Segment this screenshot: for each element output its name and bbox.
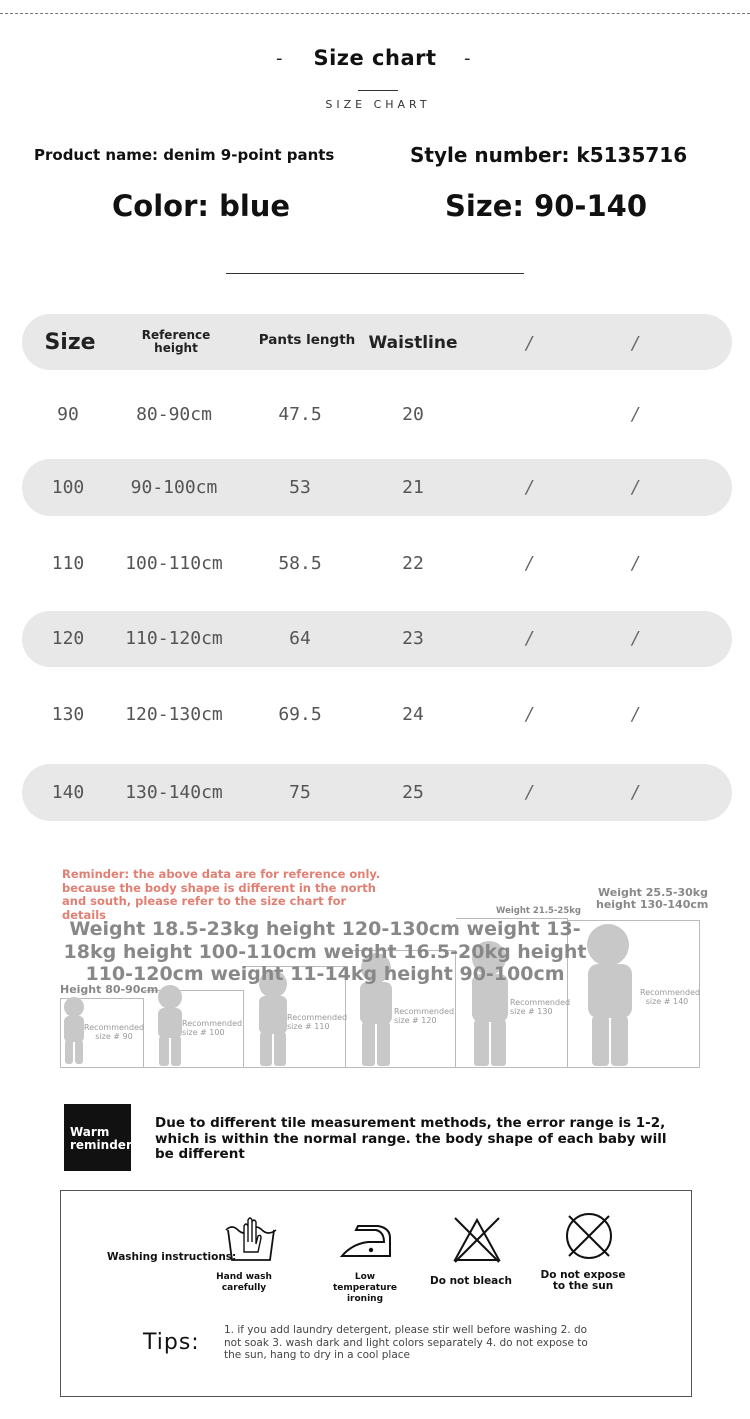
label-weight-21-25: Weight 21.5-25kg	[496, 906, 581, 916]
cell-height: 130-140cm	[125, 782, 223, 803]
cell-slash-1: /	[526, 477, 533, 498]
no-bleach-icon	[451, 1214, 503, 1266]
label-weight-25-30: Weight 25.5-30kg	[598, 886, 708, 899]
page-title: Size chart	[313, 46, 437, 70]
cell-slash-1: /	[526, 553, 533, 574]
rec-size-130: Recommended size # 130	[510, 998, 571, 1016]
label-height-80-90: Height 80-90cm	[60, 983, 159, 996]
child-figure-90	[64, 997, 84, 1064]
warm-reminder-badge: Warm reminder	[64, 1104, 131, 1171]
product-size-range: Size: 90-140	[445, 189, 647, 223]
product-name: Product name: denim 9-point pants	[34, 146, 335, 164]
tips-label: Tips:	[143, 1330, 200, 1355]
cell-slash-2: /	[632, 704, 639, 725]
cell-height: 100-110cm	[125, 553, 223, 574]
cell-waistline: 20	[402, 404, 424, 425]
header-reference-height: Reference height	[141, 328, 211, 355]
cell-slash-2: /	[632, 628, 639, 649]
style-number: Style number: k5135716	[410, 143, 688, 167]
cell-size: 130	[51, 704, 85, 725]
tips-text: 1. if you add laundry detergent, please stir well before washing 2. do not soak 3. wash dark and light colors separately 4. do not expose to the sun, hang to dry in a cool place	[224, 1324, 588, 1361]
cell-pants-length: 53	[289, 477, 311, 498]
title-dash-right: -	[464, 48, 471, 69]
iron-icon	[338, 1220, 394, 1262]
cell-size: 100	[51, 477, 85, 498]
rec-size-120: Recommended size # 120	[394, 1007, 455, 1025]
hand-wash-icon	[222, 1214, 280, 1264]
child-figure-100	[158, 985, 182, 1066]
cell-pants-length: 75	[289, 782, 311, 803]
cell-pants-length: 64	[289, 628, 311, 649]
cell-height: 120-130cm	[125, 704, 223, 725]
rec-size-140: Recommended size # 140	[640, 988, 701, 1006]
header-size: Size	[44, 330, 96, 355]
cell-waistline: 21	[402, 477, 424, 498]
cell-size: 120	[51, 628, 85, 649]
cell-slash-1: /	[526, 704, 533, 725]
cell-pants-length: 58.5	[278, 553, 322, 574]
cell-waistline: 24	[402, 704, 424, 725]
cell-size: 110	[51, 553, 85, 574]
warm-reminder-text: Due to different tile measurement methods, the error range is 1-2, which is within the normal range. the body shape of each baby will be different	[155, 1115, 667, 1162]
cell-waistline: 23	[402, 628, 424, 649]
cell-slash-2: /	[632, 477, 639, 498]
header-slash-2: /	[632, 333, 639, 354]
cell-slash-2: /	[632, 782, 639, 803]
cell-pants-length: 69.5	[278, 704, 322, 725]
header-pants-length: Pants length	[258, 332, 356, 348]
cell-waistline: 25	[402, 782, 424, 803]
page-subtitle: SIZE CHART	[325, 98, 431, 111]
rec-size-90: Recommended size # 90	[84, 1023, 145, 1041]
cell-slash-2: /	[632, 553, 639, 574]
cell-pants-length: 47.5	[278, 404, 322, 425]
cell-height: 80-90cm	[136, 404, 212, 425]
child-figure-140	[587, 924, 632, 1066]
hand-wash-label: Hand wash carefully	[216, 1272, 272, 1293]
rec-size-100: Recommended size # 100	[182, 1019, 243, 1037]
no-bleach-label: Do not bleach	[430, 1275, 512, 1287]
cell-slash-1: /	[526, 628, 533, 649]
no-sun-label: Do not expose to the sun	[540, 1269, 626, 1292]
product-color: Color: blue	[112, 189, 291, 223]
cell-slash-1: /	[526, 782, 533, 803]
washing-label: Washing instructions:	[107, 1251, 237, 1263]
title-dash-left: -	[276, 48, 283, 69]
weight-height-summary: Weight 18.5-23kg height 120-130cm weight 13-18kg height 100-110cm weight 16.5-20kg height 110-120cm weight 11-14kg height 90-100cm	[63, 918, 587, 985]
cell-slash-2: /	[632, 404, 639, 425]
reference-reminder: Reminder: the above data are for reference only. because the body shape is different in the north and south, please refer to the size chart for details	[62, 867, 381, 922]
cell-size: 140	[51, 782, 85, 803]
header-slash-1: /	[526, 333, 533, 354]
cell-height: 90-100cm	[130, 477, 218, 498]
cell-height: 110-120cm	[125, 628, 223, 649]
header-waistline: Waistline	[368, 333, 458, 353]
cell-size: 90	[57, 404, 79, 425]
cell-waistline: 22	[402, 553, 424, 574]
iron-label: Low temperature ironing	[332, 1272, 398, 1304]
no-sun-icon	[563, 1210, 615, 1262]
label-height-130-140: height 130-140cm	[596, 898, 709, 911]
rec-size-110: Recommended size # 110	[287, 1013, 348, 1031]
